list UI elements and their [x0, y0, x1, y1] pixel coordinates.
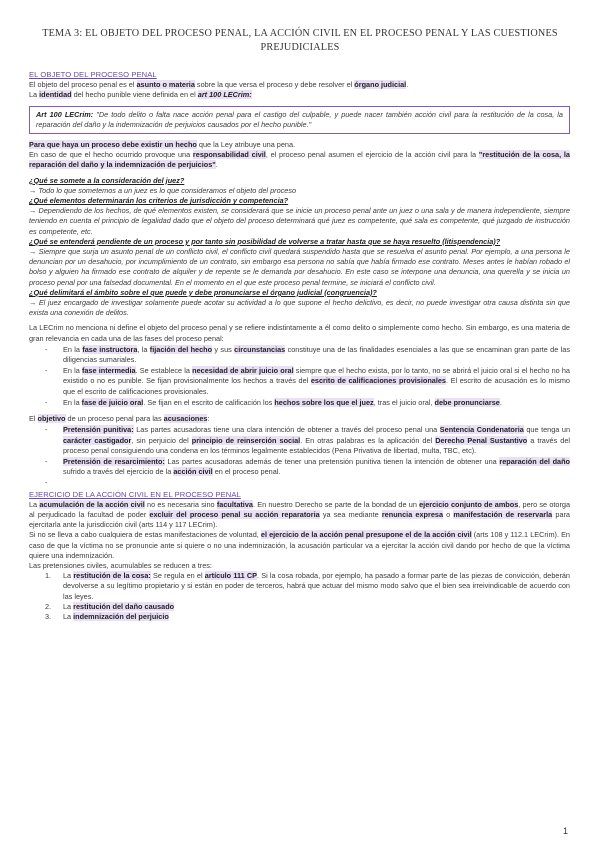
- list-item-empty: [51, 478, 570, 488]
- answer-4: → El juez encargado de investigar solamente puede acotar su actividad a lo que supone el hecho delictivo, es decir, no puede investigar otra causa distinta sin que exista una conexión de delitos.: [29, 298, 570, 318]
- paragraph-identidad: La identidad del hecho punible viene definida en el art 100 LECrim:: [29, 90, 252, 100]
- paragraph-pretensiones-civiles: Las pretensiones civiles, acumulables se reducen a tres:: [29, 560, 212, 570]
- question-2: ¿Qué elementos determinarán los criterios de jurisdicción y competencia?: [29, 196, 289, 206]
- answer-1: → Todo lo que sometemos a un juez es lo que consideramos el objeto del proceso: [29, 185, 297, 195]
- question-1: ¿Qué se somete a la consideración del juez?: [29, 175, 185, 185]
- paragraph-objetivo: El objetivo de un proceso penal para las acusaciones:: [29, 414, 210, 424]
- list-item: - En la fase intermedia. Se establece la necesidad de abrir juicio oral siempre que el hecho exista, por lo tanto, no se abrirá el juicio oral si el hecho no ha existido o no es punible. Se fijan provisionalmente los hechos a través del escrito de calificaciones provisionales. El escrito de acusación es lo mismo que el escrito de calificaciones provisionales.: [51, 366, 570, 397]
- paragraph-hecho: Para que haya un proceso debe existir un hecho que la Ley atribuye una pena.: [29, 140, 296, 150]
- list-item: 2. La restitución del daño causado: [45, 601, 175, 611]
- document-body: [29, 70, 570, 622]
- list-item: - Pretensión punitiva: Las partes acusadoras tiene una clara intención de obtener a través del proceso penal una Sentencia Condenatoria que tenga un carácter castigador, sin perjuicio del principio de reinserción social. En otras palabras es la aplicación del Derecho Penal Sustantivo a través del proceso penal consiguiendo una condena en los términos legalmente establecidos (Pena Privativa de libertad, multa, TBC, etc).: [51, 425, 570, 456]
- list-item: - En la fase instructora, la fijación del hecho y sus circunstancias constituye una de las finalidades esenciales a las que se encaminan gran parte de las diligencias sumariales.: [51, 345, 570, 365]
- answer-3: → Siempre que surja un asunto penal de un conflicto civil, el conflicto civil quedará suspendido hasta que se resuelva el asunto penal. Por ejemplo, a una persona le denuncian por un desahucio, por incumplimiento de un contrato, sin embargo esa persona no sabía que había firmado ese contrato. Meses antes le habían robado el bolso y alguien ha firmado ese contrato de alquiler y de repente se le demanda por desahucio. En este caso se interpone una denuncia, una querella y se inicia un proceso penal por una falsedad documental. En el momento en el que este proceso penal termine, se iniciará el conflicto civil.: [29, 247, 570, 287]
- civil-claims-list: [29, 571, 570, 622]
- paragraph-presupone: Si no se lleva a cabo cualquiera de estas manifestaciones de voluntad, el ejercicio de la acción penal presupone el de la acción civil (arts 108 y 112.1 LECrim). En caso de que la víctima no se pronuncie ante si quiere o no una indemnización, la acusación particular va a ejercitar la acción civil dando por hecho de que la víctima quiere una indemnización.: [29, 530, 570, 560]
- list-item: - En la fase de juicio oral. Se fijan en el escrito de calificación los hechos sobre los que el juez, tras el juicio oral, debe pronunciarse.: [51, 398, 570, 408]
- list-item: 1. La restitución de la cosa: Se regula en el artículo 111 CP. Si la cosa robada, por ejemplo, ha pasado a formar parte de las piezas de convicción, deberán devolverse a su legítimo propietario y si están en poder de terceros, habrá que actuar del mismo modo salvo que el bien sea irreivindicable de acuerdo con las leyes.: [45, 571, 570, 601]
- paragraph-lecrim: La LECrim no menciona ni define el objeto del proceso penal y se refiere indistintamente a él como delito o simplemente como hecho. Sin embargo, es una materia de gran relevancia en cada una de las fases del proceso penal:: [29, 323, 570, 343]
- list-item: 3. La indemnización del perjuicio: [45, 611, 169, 621]
- paragraph-objeto-definition: El objeto del proceso penal es el asunto o materia sobre la que versa el proceso y debe resolver el órgano judicial.: [29, 80, 409, 90]
- paragraph-acumulacion: La acumulación de la acción civil no es necesaria sino facultativa. En nuestro Derecho se parte de la bondad de un ejercicio conjunto de ambos, pero se otorga al perjudicado la facultad de poder excluir del proceso penal su acción reparatoria ya sea mediante renuncia expresa o manifestación de reservarla para ejercitarla ante la jurisdicción civil (arts 114 y 117 LECrim).: [29, 499, 571, 530]
- quote-box-art100: Art 100 LECrim: "De todo delito o falta nace acción penal para el castigo del culpable, y puede nacer también acción civil para la restitución de la cosa, la reparación del daño y la indemnización de perjuicios causados por el hecho punible.": [29, 106, 570, 134]
- question-3: ¿Qué se entenderá pendiente de un proceso y por tanto sin posibilidad de volverse a tratar hasta que se haya resuelto (litispendencia)?: [29, 236, 501, 246]
- document-title: TEMA 3: EL OBJETO DEL PROCESO PENAL, LA ACCIÓN CIVIL EN EL PROCESO PENAL Y LAS CUESTIONES PREJUDICIALES: [42, 28, 558, 53]
- question-4: ¿Qué delimitará el ámbito sobre el que puede y debe pronunciarse el órgano judicial (congruencia)?: [29, 287, 377, 297]
- list-item: - Pretensión de resarcimiento: Las partes acusadoras además de tener una pretensión punitiva tienen la intención de obtener una reparación del daño sufrido a través del ejercicio de la acción civil en el proceso penal.: [51, 457, 570, 477]
- answer-2: → Dependiendo de los hechos, de qué elementos existen, se considerará que se inicie un proceso penal ante un juez o una sala y de manera independiente, siempre teniendo en cuenta el principio de legalidad dado que el objeto del proceso determinará qué juez es competente, qué sala es competente, qué juzgado de instrucción es competente, etc.: [29, 206, 570, 236]
- phases-list: [29, 345, 570, 408]
- section-heading-accion-civil: EJERCICIO DE LA ACCIÓN CIVIL EN EL PROCESO PENAL: [29, 489, 241, 499]
- paragraph-responsabilidad-civil: En caso de que el hecho ocurrido provoque una responsabilidad civil, el proceso penal asumen el ejercicio de la acción civil para la "restitución de la cosa, la reparación del daño y la indemnización de perjuicios".: [29, 150, 570, 170]
- section-heading-objeto: EL OBJETO DEL PROCESO PENAL: [29, 70, 157, 79]
- page-number: 1: [562, 826, 568, 836]
- pretensions-list: [29, 425, 570, 488]
